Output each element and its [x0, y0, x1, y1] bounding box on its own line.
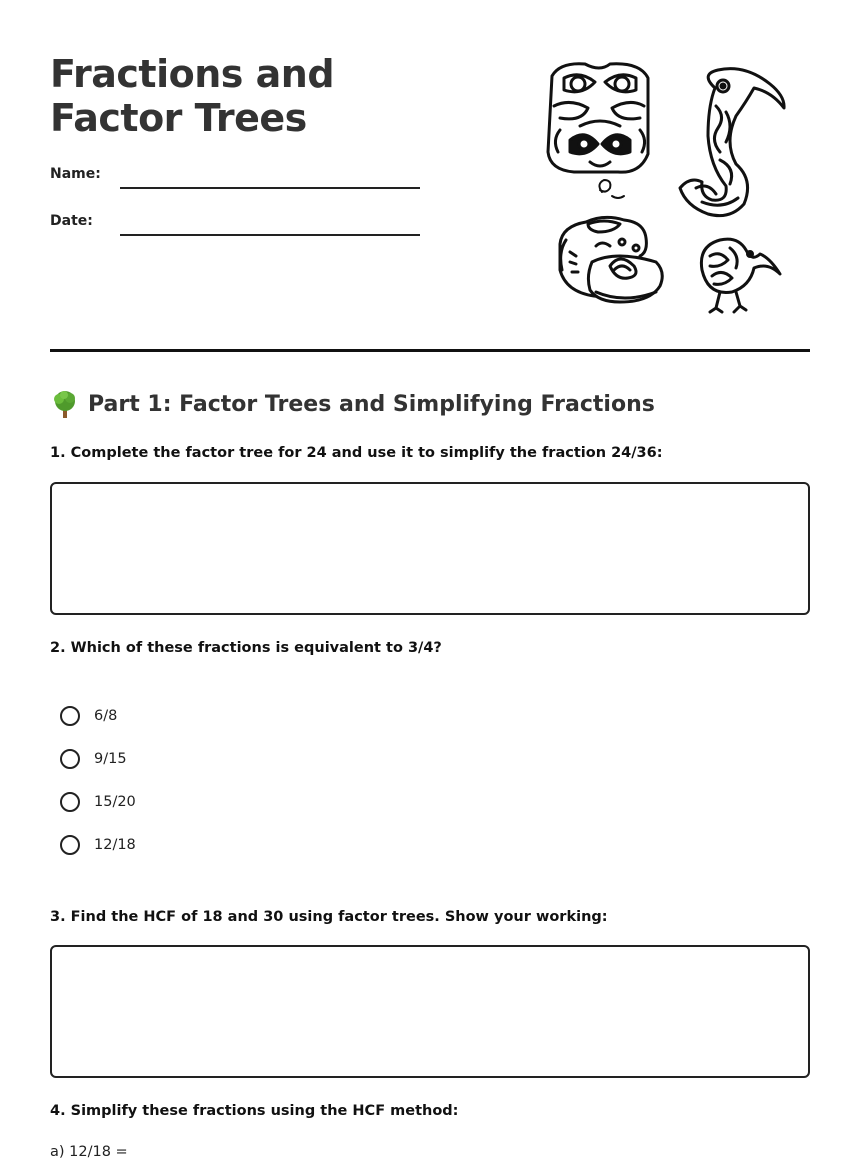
option-row[interactable] — [60, 835, 136, 855]
tiki-carving-icon — [548, 64, 648, 172]
option-label: 12/18 — [94, 837, 136, 853]
date-label: Date: — [50, 213, 93, 229]
option-label: 6/8 — [94, 708, 118, 724]
radio-button[interactable] — [60, 835, 80, 855]
name-label: Name: — [50, 166, 101, 182]
option-row[interactable] — [60, 749, 127, 769]
kete-bowl-icon — [560, 217, 662, 302]
tree-icon — [50, 389, 80, 419]
part1-heading — [50, 389, 655, 419]
radio-button[interactable] — [60, 706, 80, 726]
option-row[interactable] — [60, 792, 136, 812]
option-row[interactable] — [60, 706, 117, 726]
answer-box-q3[interactable] — [50, 945, 810, 1078]
date-field[interactable] — [120, 234, 420, 236]
question-3: 3. Find the HCF of 18 and 30 using factor trees. Show your working: — [50, 909, 608, 925]
answer-box-q1[interactable] — [50, 482, 810, 615]
maori-art-illustration — [540, 56, 800, 318]
radio-button[interactable] — [60, 749, 80, 769]
question-4: 4. Simplify these fractions using the HCF method: — [50, 1103, 459, 1119]
radio-button[interactable] — [60, 792, 80, 812]
kiwi-bird-icon — [701, 239, 780, 312]
spiral-motif — [599, 180, 624, 198]
name-field[interactable] — [120, 187, 420, 189]
bird-carving-icon — [680, 69, 784, 216]
option-label: 15/20 — [94, 794, 136, 810]
question-2: 2. Which of these fractions is equivalent to 3/4? — [50, 640, 442, 656]
option-label: 9/15 — [94, 751, 127, 767]
worksheet-title: Fractions and Factor Trees — [50, 52, 335, 140]
q4-item-a: a) 12/18 = — [50, 1144, 128, 1160]
question-1: 1. Complete the factor tree for 24 and use it to simplify the fraction 24/36: — [50, 445, 663, 461]
part1-title: Part 1: Factor Trees and Simplifying Fractions — [88, 391, 655, 417]
header-divider — [50, 349, 810, 352]
